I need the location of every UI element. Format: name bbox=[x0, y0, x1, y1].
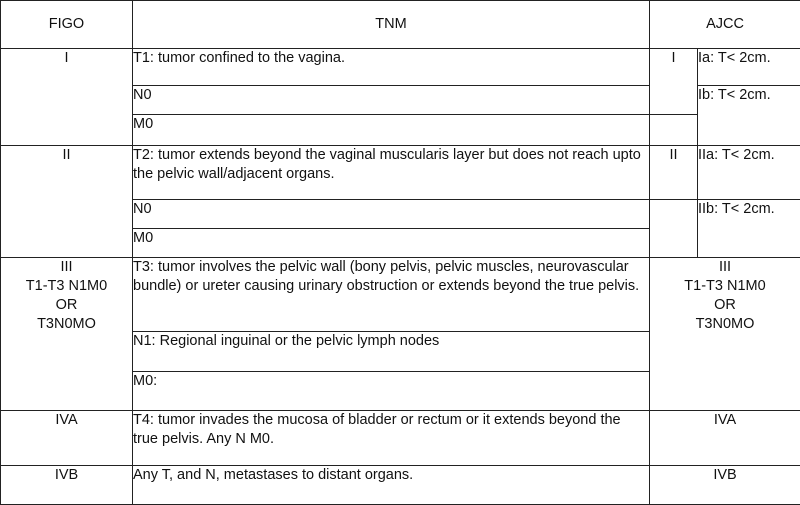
table-row bbox=[1, 411, 800, 466]
figo-stage-4b: IVB bbox=[1, 466, 133, 505]
ajcc-substage-1b: Ib: T< 2cm. bbox=[698, 86, 800, 146]
ajcc-stage-2: II bbox=[650, 146, 698, 200]
figo-stage-2: II bbox=[1, 146, 133, 258]
table-row bbox=[1, 258, 800, 332]
ajcc-stage-4a: IVA bbox=[650, 411, 800, 466]
ajcc-stage-3-line: III bbox=[650, 258, 800, 277]
table-row bbox=[1, 466, 800, 505]
figo-stage-3-line: OR bbox=[1, 296, 132, 315]
figo-stage-3-line: T1-T3 N1M0 bbox=[1, 277, 132, 296]
table-row bbox=[1, 49, 800, 86]
ajcc-substage-2b: IIb: T< 2cm. bbox=[698, 200, 800, 258]
figo-stage-3-line: T3N0MO bbox=[1, 315, 132, 334]
ajcc-substage-1a: Ia: T< 2cm. bbox=[698, 49, 800, 86]
tnm-t-stage-1: T1: tumor confined to the vagina. bbox=[133, 49, 650, 86]
ajcc-stage-3 bbox=[650, 258, 800, 411]
tnm-m-stage-2: M0 bbox=[133, 229, 650, 258]
table-row bbox=[1, 146, 800, 200]
header-row bbox=[1, 1, 800, 49]
ajcc-stage-1: I bbox=[650, 49, 698, 115]
header-ajcc: AJCC bbox=[650, 1, 800, 49]
figo-stage-3-line: III bbox=[1, 258, 132, 277]
tnm-t-stage-2: T2: tumor extends beyond the vaginal muscularis layer but does not reach upto the pelvic wall/adjacent organs. bbox=[133, 146, 650, 200]
tnm-m-stage-1: M0 bbox=[133, 115, 650, 146]
header-tnm: TNM bbox=[133, 1, 650, 49]
ajcc-stage-3-line: T1-T3 N1M0 bbox=[650, 277, 800, 296]
tnm-n-stage-3: N1: Regional inguinal or the pelvic lymph nodes bbox=[133, 332, 650, 372]
ajcc-stage-3-line: T3N0MO bbox=[650, 315, 800, 334]
ajcc-stage-4b: IVB bbox=[650, 466, 800, 505]
figo-stage-3 bbox=[1, 258, 133, 411]
figo-stage-4a: IVA bbox=[1, 411, 133, 466]
figo-stage-1: I bbox=[1, 49, 133, 146]
tnm-t-stage-4a: T4: tumor invades the mucosa of bladder or rectum or it extends beyond the true pelvis. Any N M0. bbox=[133, 411, 650, 466]
ajcc-stage-3-line: OR bbox=[650, 296, 800, 315]
tnm-t-stage-4b: Any T, and N, metastases to distant organs. bbox=[133, 466, 650, 505]
ajcc-empty-cell bbox=[650, 115, 698, 146]
header-figo: FIGO bbox=[1, 1, 133, 49]
tnm-m-stage-3: M0: bbox=[133, 372, 650, 411]
tnm-n-stage-1: N0 bbox=[133, 86, 650, 115]
tnm-n-stage-2: N0 bbox=[133, 200, 650, 229]
ajcc-empty-cell bbox=[650, 200, 698, 258]
ajcc-substage-2a: IIa: T< 2cm. bbox=[698, 146, 800, 200]
tnm-t-stage-3: T3: tumor involves the pelvic wall (bony pelvis, pelvic muscles, neurovascular bundle) or ureter causing urinary obstruction or extends beyond the true pelvis. bbox=[133, 258, 650, 332]
